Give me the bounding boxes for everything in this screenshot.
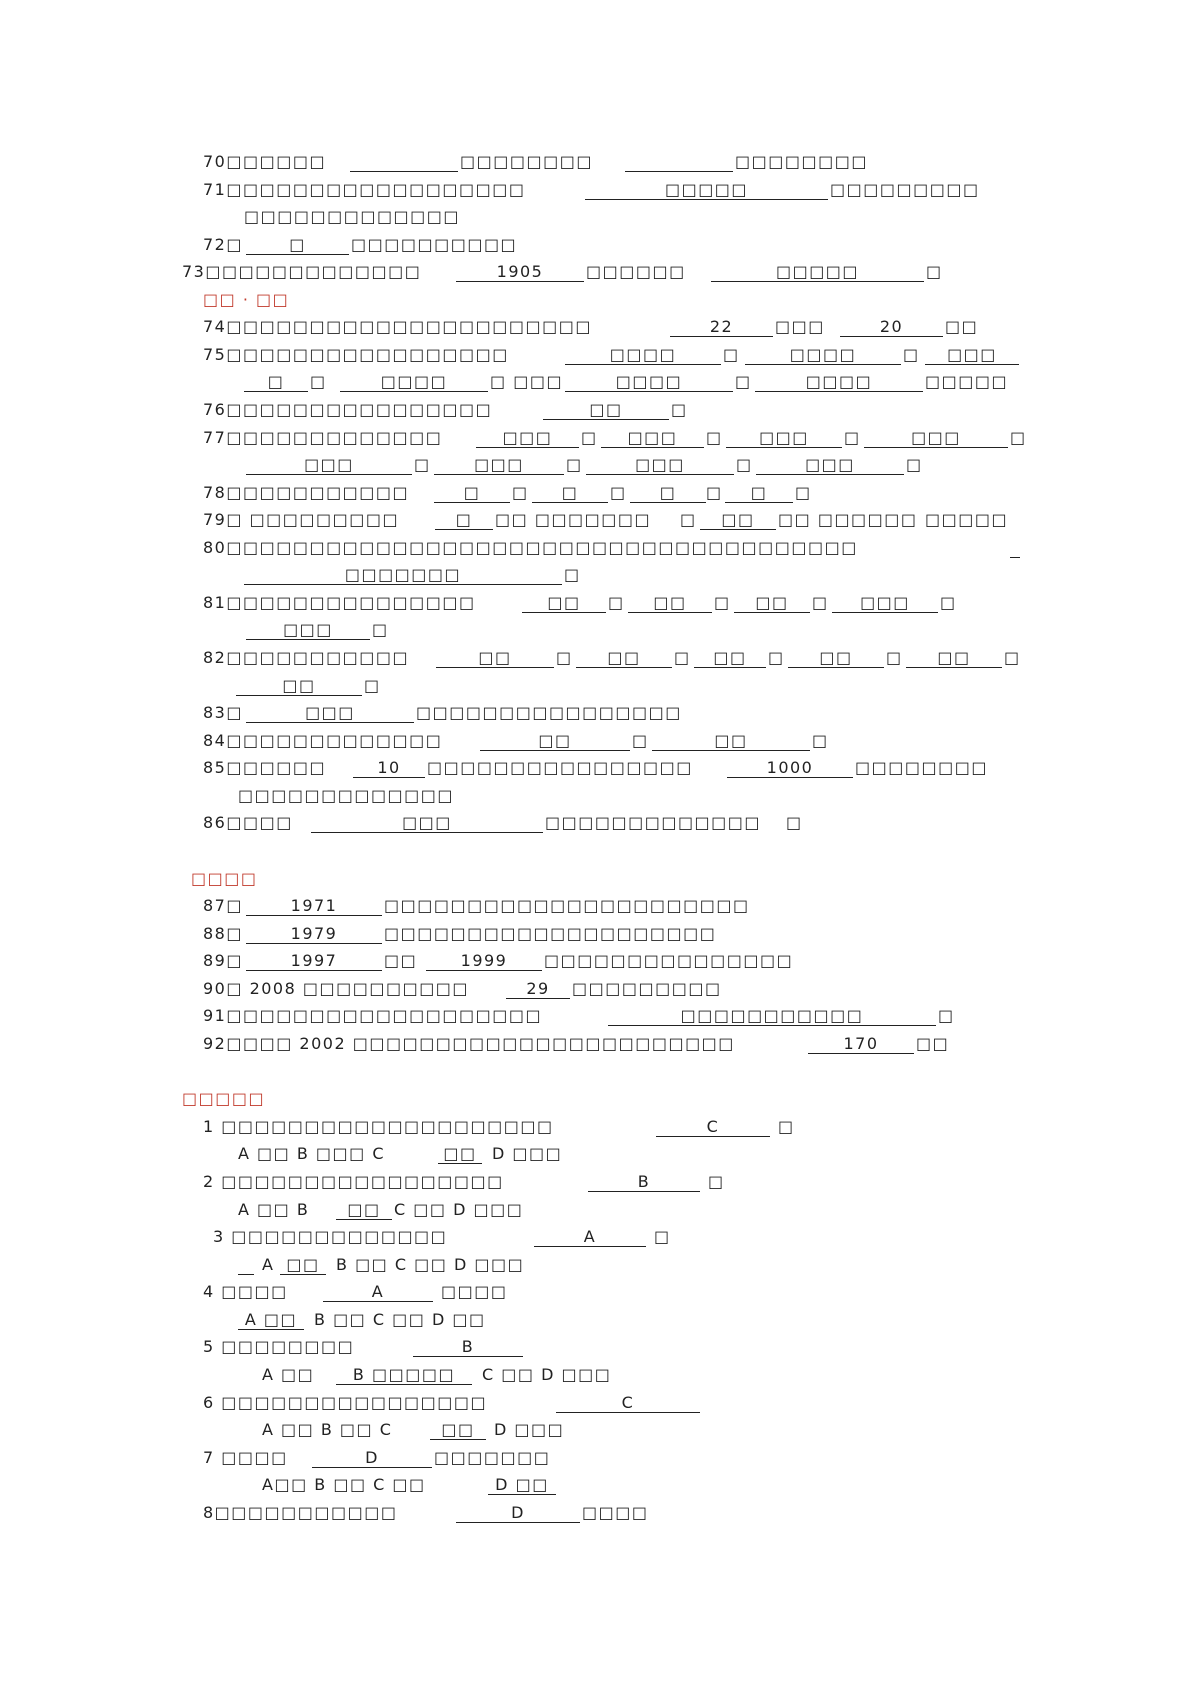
question-line — [0, 207, 1191, 227]
line-text-segment: □ — [926, 262, 943, 281]
choice-line — [0, 1503, 1191, 1523]
answer-blank: 1905 — [456, 262, 584, 282]
answer-blank: 1979 — [246, 924, 382, 944]
answer-blank: □□□□ — [565, 345, 721, 365]
answer-blank: □□ — [576, 648, 672, 668]
line-text-segment: □□ □□□□□□ — [778, 510, 918, 529]
choice-line — [0, 1310, 1191, 1330]
choice-line — [0, 1475, 1191, 1495]
answer-blank: B — [588, 1172, 700, 1192]
answer-blank: 20 — [840, 317, 943, 337]
answer-blank: □□□ — [434, 455, 564, 475]
line-text: A □□ B □□□ C — [238, 1144, 386, 1163]
answer-blank: □ — [246, 235, 349, 255]
answer-blank: A — [534, 1227, 646, 1247]
line-text-segment: □□□ — [775, 317, 825, 336]
choice-line — [0, 1393, 1191, 1413]
section-heading — [0, 869, 1191, 889]
answer-blank: 29 — [506, 979, 570, 999]
line-text: 81□□□□□□□□□□□□□□□ — [203, 593, 476, 612]
question-line — [0, 648, 1191, 668]
line-text: 74□□□□□□□□□□□□□□□□□□□□□□ — [203, 317, 592, 336]
answer-blank: □□□ — [586, 455, 734, 475]
line-text: 80□□□□□□□□□□□□□□□□□□□□□□□□□□□□□□□□□□□□□□ — [203, 538, 858, 557]
answer-blank: □ — [532, 483, 608, 503]
answer-blank: □□ — [906, 648, 1002, 668]
answer-blank — [238, 1255, 254, 1275]
line-text: 87□ — [203, 896, 243, 915]
answer-blank: 1971 — [246, 896, 382, 916]
line-text: 85□□□□□□ — [203, 758, 327, 777]
answer-blank: D — [456, 1503, 580, 1523]
question-line — [0, 483, 1191, 503]
line-text-segment: □ — [938, 1006, 955, 1025]
line-text-segment: □ — [795, 483, 812, 502]
question-line — [0, 924, 1191, 944]
line-text-segment: B □□ C □□ D □□□ — [336, 1255, 525, 1274]
section-heading — [0, 290, 1191, 310]
answer-blank: □□ — [436, 648, 554, 668]
line-text-segment: D □□□ — [494, 1420, 565, 1439]
line-text-segment: □□□□□□□□ — [735, 152, 868, 171]
answer-blank: □□ — [336, 1200, 392, 1220]
answer-blank: □□ — [694, 648, 766, 668]
line-text-segment: □□□□□□□□ — [460, 152, 593, 171]
answer-blank: □□□ — [726, 428, 842, 448]
line-text: 91□□□□□□□□□□□□□□□□□□□ — [203, 1006, 543, 1025]
question-line — [0, 152, 1191, 172]
question-line — [0, 317, 1191, 337]
line-text-segment: □ — [706, 483, 723, 502]
line-text-segment: □□□□□□□□□□□□□ — [545, 813, 762, 832]
answer-blank: □□ — [652, 731, 810, 751]
line-text-segment: □ — [723, 345, 740, 364]
answer-blank: □ — [725, 483, 793, 503]
answer-blank: □□ — [543, 400, 669, 420]
line-text: 82□□□□□□□□□□□ — [203, 648, 410, 667]
question-line — [0, 400, 1191, 420]
choice-line — [0, 1337, 1191, 1357]
answer-blank: □□□□□ — [711, 262, 924, 282]
line-text-segment: □□□□□ — [925, 372, 1009, 391]
line-text-segment: □ — [812, 731, 829, 750]
answer-blank: 10 — [353, 758, 425, 778]
section-heading — [0, 1089, 1191, 1109]
answer-blank — [350, 152, 458, 172]
line-text: A □□ B — [238, 1200, 310, 1219]
line-text: 88□ — [203, 924, 243, 943]
answer-blank: 22 — [670, 317, 773, 337]
line-text: 86□□□□ — [203, 813, 293, 832]
choice-line — [0, 1365, 1191, 1385]
line-text-segment: □ — [310, 372, 327, 391]
choice-line — [0, 1200, 1191, 1220]
answer-blank: 1999 — [426, 951, 542, 971]
answer-blank: □□□□ — [340, 372, 488, 392]
line-text: 1 □□□□□□□□□□□□□□□□□□□□ — [203, 1117, 554, 1136]
heading-text: □□ · □□ — [203, 290, 290, 309]
line-text-segment: □ — [372, 620, 389, 639]
answer-blank: □□□ — [601, 428, 704, 448]
answer-blank: □□□□□□□□□□□ — [608, 1006, 936, 1026]
line-text-segment: □ — [940, 593, 957, 612]
answer-blank: □□ — [522, 593, 606, 613]
line-text-segment: □ — [671, 400, 688, 419]
line-text-segment: C □□ D □□□ — [394, 1200, 524, 1219]
heading-text: □□□□□ — [182, 1089, 266, 1108]
question-line — [0, 676, 1191, 696]
line-text-segment: □□□□□□□□□□□□□□□□ — [416, 703, 682, 722]
answer-blank: □□ — [280, 1255, 326, 1275]
choice-line — [0, 1144, 1191, 1164]
answer-blank: □□□□□ — [585, 180, 828, 200]
line-text: 8□□□□□□□□□□□ — [203, 1503, 398, 1522]
line-text-segment: □ — [512, 483, 529, 502]
line-text-segment: □□□□□□ — [586, 262, 686, 281]
question-line — [0, 813, 1191, 833]
line-text: A□□ B □□ C □□ — [262, 1475, 426, 1494]
line-text: 5 □□□□□□□□ — [203, 1337, 355, 1356]
line-text-segment: □□□□□□□□□□□□□□□ — [544, 951, 794, 970]
choice-line — [0, 1117, 1191, 1137]
line-text-segment: □ — [581, 428, 598, 447]
line-text-segment: □ — [736, 455, 753, 474]
answer-blank: D — [312, 1448, 432, 1468]
choice-line — [0, 1448, 1191, 1468]
line-text: 73□□□□□□□□□□□□□ — [182, 262, 422, 281]
line-text-segment: □□□□□□□□□□□□□□□□ — [427, 758, 693, 777]
question-line — [0, 786, 1191, 806]
answer-blank: □ — [244, 372, 308, 392]
line-text-segment: □ — [708, 1172, 725, 1191]
answer-blank: □□□□□□□ — [244, 565, 562, 585]
question-line — [0, 593, 1191, 613]
answer-blank: □□□□ — [565, 372, 733, 392]
answer-blank: □□ — [438, 1144, 482, 1164]
line-text: □□□□□□□□□□□□□ — [244, 207, 461, 226]
line-text: 79□ □□□□□□□□□ — [203, 510, 400, 529]
line-text-segment: □ — [906, 455, 923, 474]
line-text-segment: □□ — [916, 1034, 950, 1053]
line-text: 75□□□□□□□□□□□□□□□□□ — [203, 345, 509, 364]
line-text-segment: □ — [735, 372, 752, 391]
answer-blank: □□□ — [864, 428, 1008, 448]
line-text: 89□ — [203, 951, 243, 970]
answer-blank: □ — [630, 483, 706, 503]
answer-blank: C — [656, 1117, 770, 1137]
line-text: 84□□□□□□□□□□□□□ — [203, 731, 443, 750]
choice-line — [0, 1172, 1191, 1192]
line-text: 3 □□□□□□□□□□□□□ — [213, 1227, 448, 1246]
line-text-segment: □ — [608, 593, 625, 612]
line-text-segment: □ — [778, 1117, 795, 1136]
line-text-segment: □□□□□□□ — [434, 1448, 551, 1467]
choice-line — [0, 1255, 1191, 1275]
line-text-segment: □□□□ — [582, 1503, 649, 1522]
answer-blank: □□□ — [246, 455, 412, 475]
line-text-segment: □ — [903, 345, 920, 364]
question-line — [0, 731, 1191, 751]
answer-blank — [1010, 538, 1020, 558]
line-text: □□□□□□□□□□□□□ — [238, 786, 455, 805]
question-line — [0, 538, 1191, 558]
question-line — [0, 345, 1191, 365]
line-text-segment: □ — [844, 428, 861, 447]
question-line — [0, 896, 1191, 916]
line-text-segment: □ — [556, 648, 573, 667]
line-text-segment: □ — [564, 565, 581, 584]
line-text-segment: □□□□ — [441, 1282, 508, 1301]
line-text-segment: □ — [632, 731, 649, 750]
line-text-segment: □□ — [945, 317, 979, 336]
question-line — [0, 620, 1191, 640]
line-text-segment: □ — [414, 455, 431, 474]
line-text-segment: □ — [674, 648, 691, 667]
line-text-segment: D □□□ — [492, 1144, 563, 1163]
line-text-segment: □□□□□□□□□□ — [351, 235, 518, 254]
line-text: A □□ — [262, 1365, 315, 1384]
question-line — [0, 1006, 1191, 1026]
line-text: 77□□□□□□□□□□□□□ — [203, 428, 443, 447]
answer-blank: □□ — [236, 676, 362, 696]
question-line — [0, 979, 1191, 999]
line-text-segment: □□□□□□□□□ — [830, 180, 980, 199]
line-text-segment: □ — [786, 813, 803, 832]
line-text-segment: □ — [566, 455, 583, 474]
line-text: 6 □□□□□□□□□□□□□□□□ — [203, 1393, 488, 1412]
question-line — [0, 428, 1191, 448]
line-text: 92□□□□ 2002 □□□□□□□□□□□□□□□□□□□□□□□ — [203, 1034, 735, 1053]
answer-blank: □□□ — [476, 428, 579, 448]
answer-blank: □□ — [430, 1420, 486, 1440]
line-text-segment: □□ — [384, 951, 418, 970]
answer-blank: □□□ — [311, 813, 543, 833]
choice-line — [0, 1282, 1191, 1302]
answer-blank: □□□ — [246, 620, 370, 640]
line-text-segment: □ — [886, 648, 903, 667]
question-line — [0, 565, 1191, 585]
answer-blank: □□ — [788, 648, 884, 668]
line-text-segment: □ — [812, 593, 829, 612]
answer-blank: □□□□ — [745, 345, 901, 365]
answer-blank: B □□□□□ — [336, 1365, 472, 1385]
line-text-segment: A — [262, 1255, 275, 1274]
line-text-segment: □□□□□□□□□ — [572, 979, 722, 998]
line-text-segment: □ — [1004, 648, 1021, 667]
answer-blank: □□□□ — [755, 372, 923, 392]
answer-blank: □□□ — [832, 593, 938, 613]
question-line — [0, 235, 1191, 255]
line-text-segment: □ — [706, 428, 723, 447]
question-line — [0, 510, 1191, 530]
line-text-segment: □ — [654, 1227, 671, 1246]
line-text-segment: □ — [680, 510, 697, 529]
line-text-segment: □ — [364, 676, 381, 695]
line-text: 2 □□□□□□□□□□□□□□□□□ — [203, 1172, 504, 1191]
question-line — [0, 758, 1191, 778]
answer-blank — [625, 152, 733, 172]
question-line — [0, 703, 1191, 723]
answer-blank: D □□ — [488, 1475, 556, 1495]
answer-blank: 1000 — [727, 758, 853, 778]
question-line — [0, 455, 1191, 475]
answer-blank: □ — [435, 510, 493, 530]
question-line — [0, 372, 1191, 392]
answer-blank: □□ — [700, 510, 776, 530]
line-text-segment: □□□□□□□□ — [855, 758, 988, 777]
line-text-segment: □□ □□□□□□□ — [495, 510, 652, 529]
question-line — [0, 180, 1191, 200]
line-text-segment: □ — [714, 593, 731, 612]
line-text-segment: □□□□□□□□□□□□□□□□□□□□□□ — [384, 896, 750, 915]
line-text: 90□ 2008 □□□□□□□□□□ — [203, 979, 470, 998]
line-text: 4 □□□□ — [203, 1282, 288, 1301]
question-line — [0, 951, 1191, 971]
answer-blank: □□□ — [925, 345, 1019, 365]
line-text-segment: □□□□□ — [925, 510, 1009, 529]
line-text-segment: B □□ C □□ D □□ — [314, 1310, 486, 1329]
line-text-segment: □ — [1010, 428, 1027, 447]
heading-text: □□□□ — [191, 869, 258, 888]
answer-blank: 170 — [808, 1034, 914, 1054]
answer-blank: □ — [434, 483, 510, 503]
line-text-segment: □□□□□□□□□□□□□□□□□□□□ — [384, 924, 717, 943]
line-text: 76□□□□□□□□□□□□□□□□ — [203, 400, 493, 419]
line-text-segment: □ — [768, 648, 785, 667]
line-text: 83□ — [203, 703, 243, 722]
line-text-segment: □ — [610, 483, 627, 502]
choice-line — [0, 1420, 1191, 1440]
answer-blank: □□ — [628, 593, 712, 613]
line-text: 71□□□□□□□□□□□□□□□□□□ — [203, 180, 526, 199]
answer-blank: A — [323, 1282, 433, 1302]
question-line — [0, 1034, 1191, 1054]
answer-blank: 1997 — [246, 951, 382, 971]
line-text: 7 □□□□ — [203, 1448, 288, 1467]
line-text-segment: □ □□□ — [490, 372, 564, 391]
question-line — [0, 262, 1191, 282]
answer-blank: A □□ — [238, 1310, 304, 1330]
line-text-segment: C □□ D □□□ — [482, 1365, 612, 1384]
answer-blank: C — [556, 1393, 700, 1413]
answer-blank: □□□ — [756, 455, 904, 475]
line-text: 72□ — [203, 235, 243, 254]
line-text: 78□□□□□□□□□□□ — [203, 483, 410, 502]
line-text: A □□ B □□ C — [262, 1420, 393, 1439]
answer-blank: □□ — [480, 731, 630, 751]
answer-blank: □□ — [734, 593, 810, 613]
line-text: 70□□□□□□ — [203, 152, 327, 171]
answer-blank: □□□ — [246, 703, 414, 723]
choice-line — [0, 1227, 1191, 1247]
answer-blank: B — [413, 1337, 523, 1357]
